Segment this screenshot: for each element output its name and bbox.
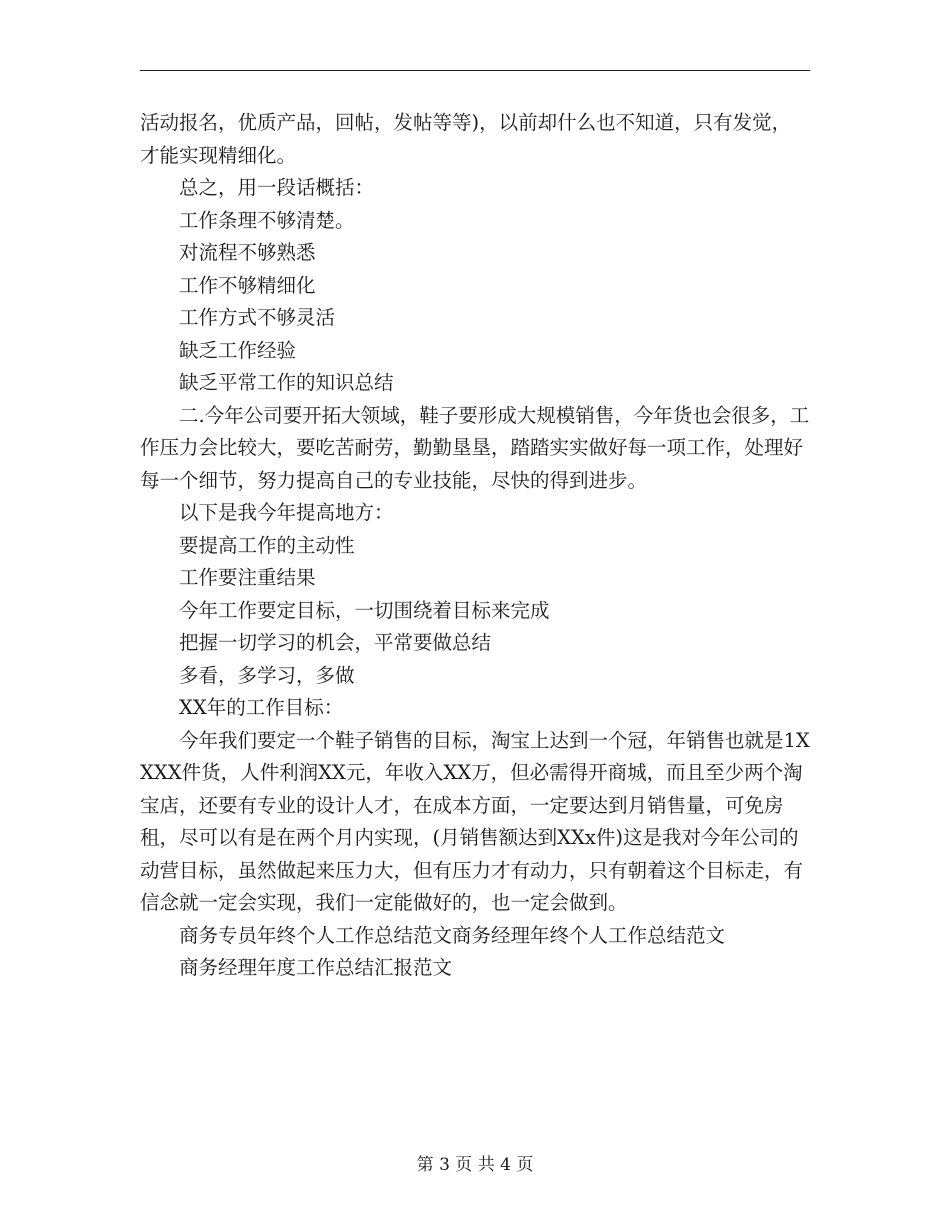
list-item: 多看，多学习，多做 <box>179 663 355 687</box>
paragraph: 以下是我今年提高地方： <box>179 501 394 524</box>
list-item: 缺乏工作经验 <box>179 338 297 362</box>
paragraph: 二.今年公司要开拓大领域，鞋子要形成大规模销售，今年货也会很多，工作压力会比较大，要吃苦耐劳，勤勤垦垦，踏踏实实做好每一项工作，处理好每一个细节，努力提高自己的专业技能，尽快的得到进步。 <box>140 403 810 492</box>
list-item: 对流程不够熟悉 <box>179 241 316 264</box>
list-item: 工作条理不够清楚。 <box>179 208 355 232</box>
paragraph: 活动报名，优质产品，回帖，发帖等等)，以前却什么也不知道，只有发觉，才能实现精细化。 <box>140 111 792 167</box>
list-item: 把握一切学习的机会，平常要做总结 <box>179 631 492 654</box>
related-link: 商务经理年度工作总结汇报范文 <box>179 956 453 979</box>
list-item: 缺乏平常工作的知识总结 <box>179 371 394 394</box>
list-item: 今年工作要定目标，一切围绕着目标来完成 <box>179 598 550 622</box>
related-link: 商务专员年终个人工作总结范文商务经理年终个人工作总结范文 <box>179 923 726 947</box>
paragraph: 今年我们要定一个鞋子销售的目标，淘宝上达到一个冠，年销售也就是1XXXX件货，人件利润XX元，年收入XX万，但必需得开商城，而且至少两个淘宝店，还要有专业的设计人才，在成本方面，一定要达到月销售量，可免房租，尽可以有是在两个月内实现，(月销售额达到XXx件)这是我对今年公司的动营目标，虽然做起来压力大，但有压力才有动力，只有朝着这个目标走，有信念就一定会实现，我们一定能做好的，也一定会做到。 <box>140 728 810 914</box>
list-item: 要提高工作的主动性 <box>179 533 355 557</box>
list-item: 工作方式不够灵活 <box>179 306 336 329</box>
paragraph: 总之，用一段话概括： <box>179 176 375 199</box>
list-item: 工作要注重结果 <box>179 566 316 589</box>
document-body <box>140 107 810 985</box>
list-item: 工作不够精细化 <box>179 273 316 297</box>
page-number: 第 3 页 共 4 页 <box>416 1155 534 1175</box>
section-heading: XX年的工作目标： <box>179 696 344 719</box>
header-rule <box>140 70 810 71</box>
